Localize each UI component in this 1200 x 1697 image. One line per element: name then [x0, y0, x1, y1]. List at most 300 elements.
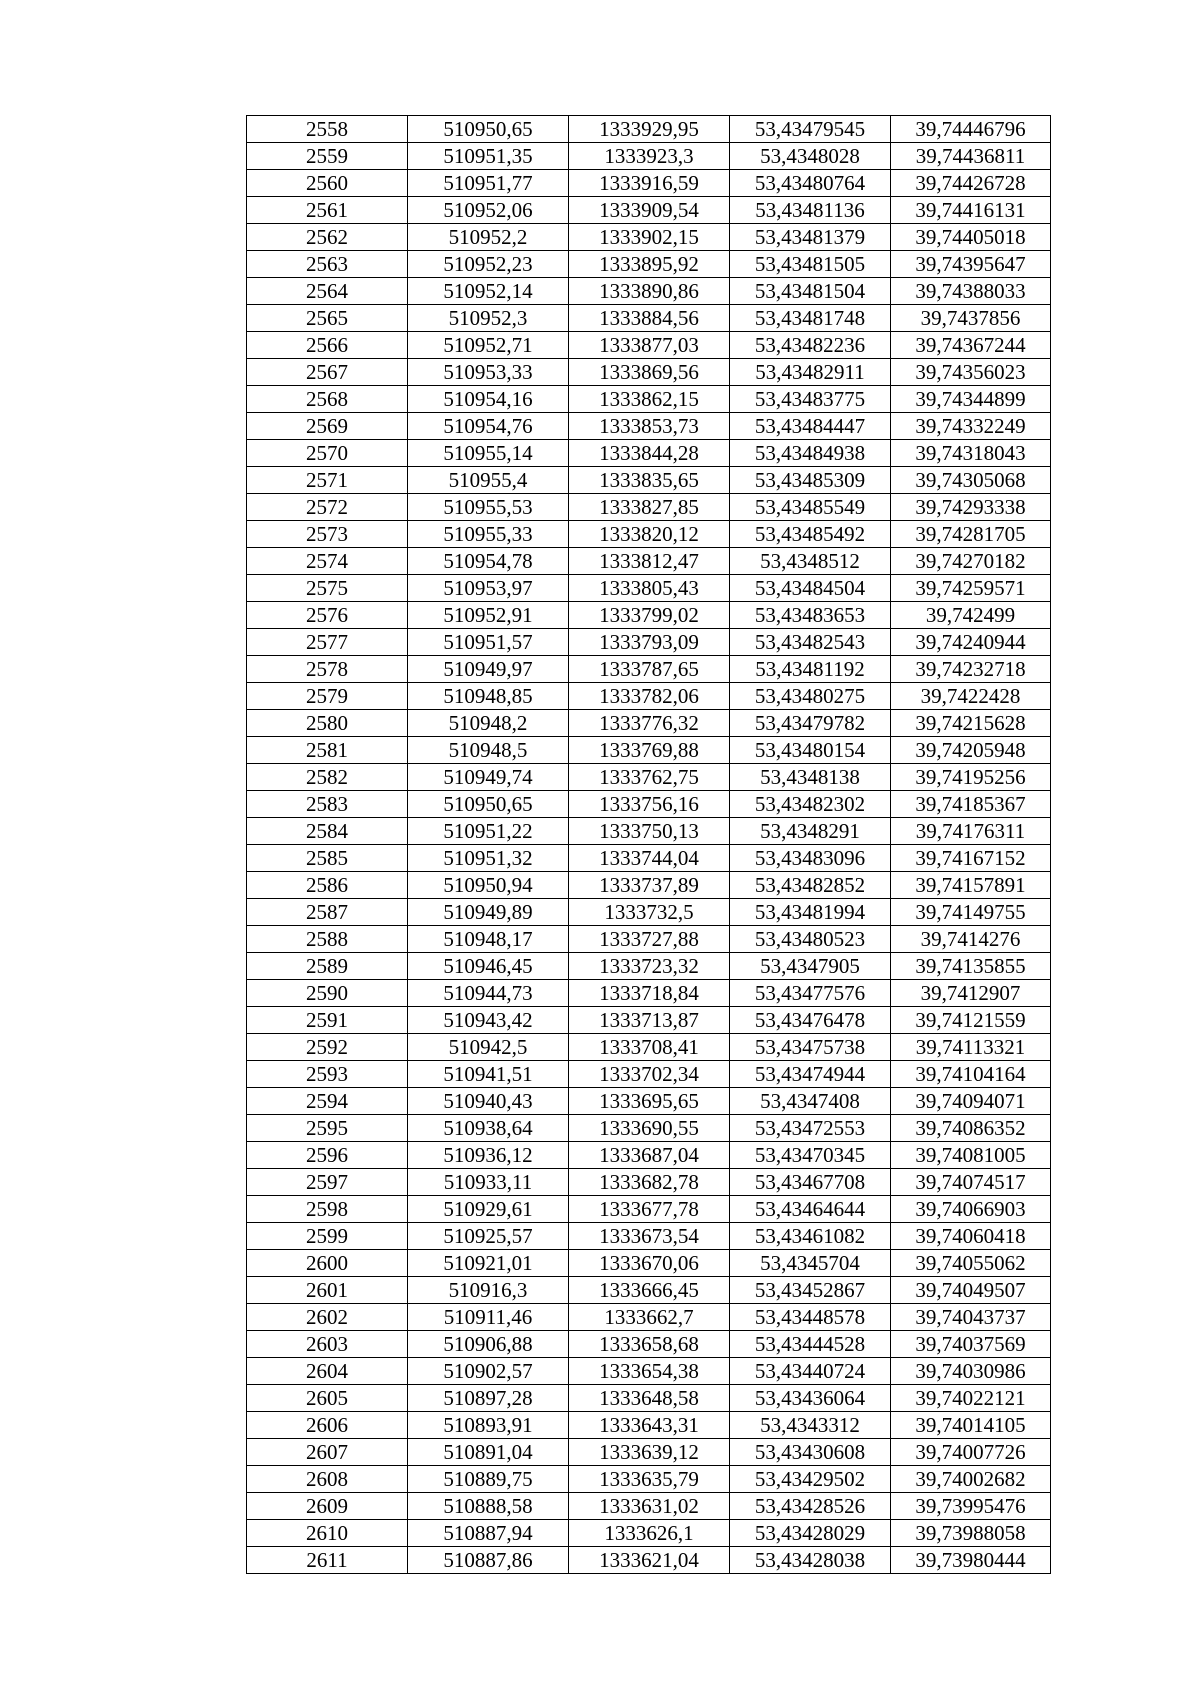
- x-coordinate-cell: 510943,42: [408, 1007, 569, 1034]
- point-number-cell: 2582: [247, 764, 408, 791]
- latitude-cell: 53,43485309: [730, 467, 891, 494]
- latitude-cell: 53,43482236: [730, 332, 891, 359]
- table-row: [247, 1034, 1051, 1061]
- x-coordinate-cell: 510921,01: [408, 1250, 569, 1277]
- y-coordinate-cell: 1333793,09: [569, 629, 730, 656]
- longitude-cell: 39,7414276: [891, 926, 1051, 953]
- y-coordinate-cell: 1333670,06: [569, 1250, 730, 1277]
- longitude-cell: 39,74205948: [891, 737, 1051, 764]
- table-row: [247, 1304, 1051, 1331]
- point-number-cell: 2586: [247, 872, 408, 899]
- x-coordinate-cell: 510902,57: [408, 1358, 569, 1385]
- point-number-cell: 2580: [247, 710, 408, 737]
- y-coordinate-cell: 1333744,04: [569, 845, 730, 872]
- y-coordinate-cell: 1333673,54: [569, 1223, 730, 1250]
- longitude-cell: 39,74066903: [891, 1196, 1051, 1223]
- table-row: [247, 413, 1051, 440]
- latitude-cell: 53,43452867: [730, 1277, 891, 1304]
- longitude-cell: 39,74195256: [891, 764, 1051, 791]
- latitude-cell: 53,43428029: [730, 1520, 891, 1547]
- y-coordinate-cell: 1333929,95: [569, 116, 730, 143]
- y-coordinate-cell: 1333862,15: [569, 386, 730, 413]
- longitude-cell: 39,74167152: [891, 845, 1051, 872]
- table-row: [247, 1466, 1051, 1493]
- y-coordinate-cell: 1333626,1: [569, 1520, 730, 1547]
- latitude-cell: 53,4347408: [730, 1088, 891, 1115]
- longitude-cell: 39,74344899: [891, 386, 1051, 413]
- y-coordinate-cell: 1333666,45: [569, 1277, 730, 1304]
- y-coordinate-cell: 1333677,78: [569, 1196, 730, 1223]
- y-coordinate-cell: 1333635,79: [569, 1466, 730, 1493]
- table-row: [247, 818, 1051, 845]
- point-number-cell: 2595: [247, 1115, 408, 1142]
- y-coordinate-cell: 1333654,38: [569, 1358, 730, 1385]
- table-row: [247, 953, 1051, 980]
- point-number-cell: 2609: [247, 1493, 408, 1520]
- point-number-cell: 2575: [247, 575, 408, 602]
- point-number-cell: 2563: [247, 251, 408, 278]
- y-coordinate-cell: 1333877,03: [569, 332, 730, 359]
- y-coordinate-cell: 1333782,06: [569, 683, 730, 710]
- table-row: [247, 170, 1051, 197]
- latitude-cell: 53,43483775: [730, 386, 891, 413]
- longitude-cell: 39,74157891: [891, 872, 1051, 899]
- longitude-cell: 39,74104164: [891, 1061, 1051, 1088]
- longitude-cell: 39,74037569: [891, 1331, 1051, 1358]
- latitude-cell: 53,43483096: [730, 845, 891, 872]
- table-row: [247, 683, 1051, 710]
- point-number-cell: 2594: [247, 1088, 408, 1115]
- table-row: [247, 926, 1051, 953]
- table-row: [247, 1277, 1051, 1304]
- latitude-cell: 53,43482302: [730, 791, 891, 818]
- point-number-cell: 2606: [247, 1412, 408, 1439]
- table-row: [247, 764, 1051, 791]
- longitude-cell: 39,74395647: [891, 251, 1051, 278]
- longitude-cell: 39,73980444: [891, 1547, 1051, 1574]
- latitude-cell: 53,43481505: [730, 251, 891, 278]
- point-number-cell: 2559: [247, 143, 408, 170]
- longitude-cell: 39,74215628: [891, 710, 1051, 737]
- y-coordinate-cell: 1333769,88: [569, 737, 730, 764]
- x-coordinate-cell: 510948,5: [408, 737, 569, 764]
- point-number-cell: 2591: [247, 1007, 408, 1034]
- x-coordinate-cell: 510950,94: [408, 872, 569, 899]
- latitude-cell: 53,4347905: [730, 953, 891, 980]
- latitude-cell: 53,43474944: [730, 1061, 891, 1088]
- point-number-cell: 2570: [247, 440, 408, 467]
- latitude-cell: 53,43467708: [730, 1169, 891, 1196]
- latitude-cell: 53,43461082: [730, 1223, 891, 1250]
- point-number-cell: 2583: [247, 791, 408, 818]
- table-row: [247, 1250, 1051, 1277]
- x-coordinate-cell: 510952,91: [408, 602, 569, 629]
- point-number-cell: 2596: [247, 1142, 408, 1169]
- longitude-cell: 39,74060418: [891, 1223, 1051, 1250]
- x-coordinate-cell: 510897,28: [408, 1385, 569, 1412]
- x-coordinate-cell: 510952,3: [408, 305, 569, 332]
- table-row: [247, 1115, 1051, 1142]
- latitude-cell: 53,43480154: [730, 737, 891, 764]
- table-row: [247, 845, 1051, 872]
- longitude-cell: 39,74135855: [891, 953, 1051, 980]
- x-coordinate-cell: 510887,94: [408, 1520, 569, 1547]
- latitude-cell: 53,4348028: [730, 143, 891, 170]
- y-coordinate-cell: 1333737,89: [569, 872, 730, 899]
- longitude-cell: 39,73995476: [891, 1493, 1051, 1520]
- y-coordinate-cell: 1333812,47: [569, 548, 730, 575]
- y-coordinate-cell: 1333727,88: [569, 926, 730, 953]
- y-coordinate-cell: 1333658,68: [569, 1331, 730, 1358]
- x-coordinate-cell: 510940,43: [408, 1088, 569, 1115]
- y-coordinate-cell: 1333702,34: [569, 1061, 730, 1088]
- y-coordinate-cell: 1333884,56: [569, 305, 730, 332]
- x-coordinate-cell: 510951,22: [408, 818, 569, 845]
- table-row: [247, 116, 1051, 143]
- latitude-cell: 53,43472553: [730, 1115, 891, 1142]
- x-coordinate-cell: 510955,14: [408, 440, 569, 467]
- x-coordinate-cell: 510933,11: [408, 1169, 569, 1196]
- longitude-cell: 39,74086352: [891, 1115, 1051, 1142]
- point-number-cell: 2578: [247, 656, 408, 683]
- point-number-cell: 2558: [247, 116, 408, 143]
- point-number-cell: 2569: [247, 413, 408, 440]
- longitude-cell: 39,7412907: [891, 980, 1051, 1007]
- point-number-cell: 2581: [247, 737, 408, 764]
- latitude-cell: 53,43481136: [730, 197, 891, 224]
- latitude-cell: 53,43481192: [730, 656, 891, 683]
- latitude-cell: 53,43480764: [730, 170, 891, 197]
- table-row: [247, 1493, 1051, 1520]
- latitude-cell: 53,43479545: [730, 116, 891, 143]
- longitude-cell: 39,74055062: [891, 1250, 1051, 1277]
- table-row: [247, 197, 1051, 224]
- y-coordinate-cell: 1333690,55: [569, 1115, 730, 1142]
- y-coordinate-cell: 1333648,58: [569, 1385, 730, 1412]
- latitude-cell: 53,43475738: [730, 1034, 891, 1061]
- latitude-cell: 53,43428526: [730, 1493, 891, 1520]
- longitude-cell: 39,74121559: [891, 1007, 1051, 1034]
- point-number-cell: 2576: [247, 602, 408, 629]
- y-coordinate-cell: 1333909,54: [569, 197, 730, 224]
- table-row: [247, 224, 1051, 251]
- latitude-cell: 53,43484938: [730, 440, 891, 467]
- y-coordinate-cell: 1333827,85: [569, 494, 730, 521]
- y-coordinate-cell: 1333682,78: [569, 1169, 730, 1196]
- table-row: [247, 980, 1051, 1007]
- point-number-cell: 2599: [247, 1223, 408, 1250]
- longitude-cell: 39,73988058: [891, 1520, 1051, 1547]
- longitude-cell: 39,74305068: [891, 467, 1051, 494]
- point-number-cell: 2565: [247, 305, 408, 332]
- longitude-cell: 39,74367244: [891, 332, 1051, 359]
- point-number-cell: 2567: [247, 359, 408, 386]
- y-coordinate-cell: 1333895,92: [569, 251, 730, 278]
- x-coordinate-cell: 510955,53: [408, 494, 569, 521]
- longitude-cell: 39,74318043: [891, 440, 1051, 467]
- longitude-cell: 39,74002682: [891, 1466, 1051, 1493]
- point-number-cell: 2604: [247, 1358, 408, 1385]
- longitude-cell: 39,74113321: [891, 1034, 1051, 1061]
- x-coordinate-cell: 510952,06: [408, 197, 569, 224]
- x-coordinate-cell: 510889,75: [408, 1466, 569, 1493]
- table-row: [247, 1061, 1051, 1088]
- longitude-cell: 39,74270182: [891, 548, 1051, 575]
- longitude-cell: 39,74049507: [891, 1277, 1051, 1304]
- point-number-cell: 2588: [247, 926, 408, 953]
- longitude-cell: 39,74030986: [891, 1358, 1051, 1385]
- latitude-cell: 53,4348512: [730, 548, 891, 575]
- table-row: [247, 710, 1051, 737]
- x-coordinate-cell: 510954,76: [408, 413, 569, 440]
- table-row: [247, 305, 1051, 332]
- x-coordinate-cell: 510953,97: [408, 575, 569, 602]
- table-row: [247, 1169, 1051, 1196]
- table-row: [247, 872, 1051, 899]
- longitude-cell: 39,7422428: [891, 683, 1051, 710]
- x-coordinate-cell: 510952,2: [408, 224, 569, 251]
- table-row: [247, 143, 1051, 170]
- latitude-cell: 53,43479782: [730, 710, 891, 737]
- point-number-cell: 2592: [247, 1034, 408, 1061]
- y-coordinate-cell: 1333776,32: [569, 710, 730, 737]
- point-number-cell: 2568: [247, 386, 408, 413]
- latitude-cell: 53,43484504: [730, 575, 891, 602]
- longitude-cell: 39,74185367: [891, 791, 1051, 818]
- x-coordinate-cell: 510925,57: [408, 1223, 569, 1250]
- latitude-cell: 53,43430608: [730, 1439, 891, 1466]
- table-row: [247, 386, 1051, 413]
- point-number-cell: 2562: [247, 224, 408, 251]
- point-number-cell: 2601: [247, 1277, 408, 1304]
- latitude-cell: 53,43483653: [730, 602, 891, 629]
- x-coordinate-cell: 510950,65: [408, 116, 569, 143]
- latitude-cell: 53,43481748: [730, 305, 891, 332]
- latitude-cell: 53,43477576: [730, 980, 891, 1007]
- point-number-cell: 2560: [247, 170, 408, 197]
- x-coordinate-cell: 510942,5: [408, 1034, 569, 1061]
- x-coordinate-cell: 510953,33: [408, 359, 569, 386]
- point-number-cell: 2593: [247, 1061, 408, 1088]
- y-coordinate-cell: 1333723,32: [569, 953, 730, 980]
- table-row: [247, 737, 1051, 764]
- latitude-cell: 53,43476478: [730, 1007, 891, 1034]
- y-coordinate-cell: 1333805,43: [569, 575, 730, 602]
- point-number-cell: 2566: [247, 332, 408, 359]
- latitude-cell: 53,43470345: [730, 1142, 891, 1169]
- table-row: [247, 1331, 1051, 1358]
- longitude-cell: 39,74232718: [891, 656, 1051, 683]
- y-coordinate-cell: 1333853,73: [569, 413, 730, 440]
- table-row: [247, 251, 1051, 278]
- longitude-cell: 39,74405018: [891, 224, 1051, 251]
- x-coordinate-cell: 510891,04: [408, 1439, 569, 1466]
- longitude-cell: 39,74259571: [891, 575, 1051, 602]
- table-row: [247, 791, 1051, 818]
- table-row: [247, 1223, 1051, 1250]
- latitude-cell: 53,43482852: [730, 872, 891, 899]
- y-coordinate-cell: 1333820,12: [569, 521, 730, 548]
- y-coordinate-cell: 1333890,86: [569, 278, 730, 305]
- latitude-cell: 53,43448578: [730, 1304, 891, 1331]
- x-coordinate-cell: 510952,23: [408, 251, 569, 278]
- x-coordinate-cell: 510948,85: [408, 683, 569, 710]
- table-row: [247, 332, 1051, 359]
- y-coordinate-cell: 1333923,3: [569, 143, 730, 170]
- x-coordinate-cell: 510948,17: [408, 926, 569, 953]
- latitude-cell: 53,43481504: [730, 278, 891, 305]
- latitude-cell: 53,43429502: [730, 1466, 891, 1493]
- table-row: [247, 1412, 1051, 1439]
- point-number-cell: 2607: [247, 1439, 408, 1466]
- table-row: [247, 1358, 1051, 1385]
- latitude-cell: 53,43481994: [730, 899, 891, 926]
- y-coordinate-cell: 1333687,04: [569, 1142, 730, 1169]
- longitude-cell: 39,74014105: [891, 1412, 1051, 1439]
- table-row: [247, 467, 1051, 494]
- coordinates-table-body: [247, 116, 1051, 1574]
- x-coordinate-cell: 510929,61: [408, 1196, 569, 1223]
- point-number-cell: 2571: [247, 467, 408, 494]
- latitude-cell: 53,4348138: [730, 764, 891, 791]
- latitude-cell: 53,43436064: [730, 1385, 891, 1412]
- point-number-cell: 2579: [247, 683, 408, 710]
- x-coordinate-cell: 510916,3: [408, 1277, 569, 1304]
- point-number-cell: 2602: [247, 1304, 408, 1331]
- y-coordinate-cell: 1333662,7: [569, 1304, 730, 1331]
- latitude-cell: 53,43484447: [730, 413, 891, 440]
- point-number-cell: 2598: [247, 1196, 408, 1223]
- longitude-cell: 39,742499: [891, 602, 1051, 629]
- longitude-cell: 39,74436811: [891, 143, 1051, 170]
- y-coordinate-cell: 1333869,56: [569, 359, 730, 386]
- latitude-cell: 53,4345704: [730, 1250, 891, 1277]
- y-coordinate-cell: 1333639,12: [569, 1439, 730, 1466]
- table-row: [247, 1520, 1051, 1547]
- longitude-cell: 39,74416131: [891, 197, 1051, 224]
- x-coordinate-cell: 510952,14: [408, 278, 569, 305]
- y-coordinate-cell: 1333835,65: [569, 467, 730, 494]
- table-row: [247, 899, 1051, 926]
- x-coordinate-cell: 510951,32: [408, 845, 569, 872]
- longitude-cell: 39,74240944: [891, 629, 1051, 656]
- coordinates-table: [246, 115, 1051, 1574]
- point-number-cell: 2611: [247, 1547, 408, 1574]
- y-coordinate-cell: 1333799,02: [569, 602, 730, 629]
- point-number-cell: 2590: [247, 980, 408, 1007]
- table-row: [247, 602, 1051, 629]
- table-row: [247, 575, 1051, 602]
- y-coordinate-cell: 1333718,84: [569, 980, 730, 1007]
- point-number-cell: 2608: [247, 1466, 408, 1493]
- y-coordinate-cell: 1333756,16: [569, 791, 730, 818]
- y-coordinate-cell: 1333695,65: [569, 1088, 730, 1115]
- longitude-cell: 39,74446796: [891, 116, 1051, 143]
- table-row: [247, 548, 1051, 575]
- y-coordinate-cell: 1333787,65: [569, 656, 730, 683]
- point-number-cell: 2600: [247, 1250, 408, 1277]
- y-coordinate-cell: 1333916,59: [569, 170, 730, 197]
- latitude-cell: 53,43481379: [730, 224, 891, 251]
- point-number-cell: 2577: [247, 629, 408, 656]
- longitude-cell: 39,74081005: [891, 1142, 1051, 1169]
- y-coordinate-cell: 1333844,28: [569, 440, 730, 467]
- longitude-cell: 39,74149755: [891, 899, 1051, 926]
- x-coordinate-cell: 510951,77: [408, 170, 569, 197]
- y-coordinate-cell: 1333631,02: [569, 1493, 730, 1520]
- y-coordinate-cell: 1333732,5: [569, 899, 730, 926]
- point-number-cell: 2585: [247, 845, 408, 872]
- table-row: [247, 1439, 1051, 1466]
- x-coordinate-cell: 510950,65: [408, 791, 569, 818]
- table-row: [247, 1142, 1051, 1169]
- table-row: [247, 359, 1051, 386]
- x-coordinate-cell: 510946,45: [408, 953, 569, 980]
- longitude-cell: 39,74426728: [891, 170, 1051, 197]
- x-coordinate-cell: 510936,12: [408, 1142, 569, 1169]
- x-coordinate-cell: 510941,51: [408, 1061, 569, 1088]
- longitude-cell: 39,74176311: [891, 818, 1051, 845]
- x-coordinate-cell: 510893,91: [408, 1412, 569, 1439]
- y-coordinate-cell: 1333713,87: [569, 1007, 730, 1034]
- latitude-cell: 53,43482543: [730, 629, 891, 656]
- x-coordinate-cell: 510888,58: [408, 1493, 569, 1520]
- table-row: [247, 1088, 1051, 1115]
- latitude-cell: 53,43485492: [730, 521, 891, 548]
- table-row: [247, 1196, 1051, 1223]
- point-number-cell: 2589: [247, 953, 408, 980]
- table-row: [247, 629, 1051, 656]
- x-coordinate-cell: 510952,71: [408, 332, 569, 359]
- point-number-cell: 2584: [247, 818, 408, 845]
- y-coordinate-cell: 1333750,13: [569, 818, 730, 845]
- longitude-cell: 39,74007726: [891, 1439, 1051, 1466]
- latitude-cell: 53,43480275: [730, 683, 891, 710]
- x-coordinate-cell: 510955,4: [408, 467, 569, 494]
- latitude-cell: 53,43444528: [730, 1331, 891, 1358]
- longitude-cell: 39,74293338: [891, 494, 1051, 521]
- x-coordinate-cell: 510944,73: [408, 980, 569, 1007]
- longitude-cell: 39,74074517: [891, 1169, 1051, 1196]
- latitude-cell: 53,43480523: [730, 926, 891, 953]
- x-coordinate-cell: 510949,89: [408, 899, 569, 926]
- longitude-cell: 39,7437856: [891, 305, 1051, 332]
- y-coordinate-cell: 1333643,31: [569, 1412, 730, 1439]
- y-coordinate-cell: 1333621,04: [569, 1547, 730, 1574]
- table-row: [247, 494, 1051, 521]
- longitude-cell: 39,74281705: [891, 521, 1051, 548]
- table-row: [247, 521, 1051, 548]
- x-coordinate-cell: 510951,35: [408, 143, 569, 170]
- table-row: [247, 278, 1051, 305]
- x-coordinate-cell: 510949,74: [408, 764, 569, 791]
- longitude-cell: 39,74043737: [891, 1304, 1051, 1331]
- point-number-cell: 2561: [247, 197, 408, 224]
- point-number-cell: 2572: [247, 494, 408, 521]
- x-coordinate-cell: 510938,64: [408, 1115, 569, 1142]
- x-coordinate-cell: 510906,88: [408, 1331, 569, 1358]
- x-coordinate-cell: 510887,86: [408, 1547, 569, 1574]
- table-row: [247, 1385, 1051, 1412]
- longitude-cell: 39,74332249: [891, 413, 1051, 440]
- x-coordinate-cell: 510954,78: [408, 548, 569, 575]
- table-row: [247, 656, 1051, 683]
- x-coordinate-cell: 510949,97: [408, 656, 569, 683]
- x-coordinate-cell: 510911,46: [408, 1304, 569, 1331]
- y-coordinate-cell: 1333762,75: [569, 764, 730, 791]
- y-coordinate-cell: 1333708,41: [569, 1034, 730, 1061]
- point-number-cell: 2574: [247, 548, 408, 575]
